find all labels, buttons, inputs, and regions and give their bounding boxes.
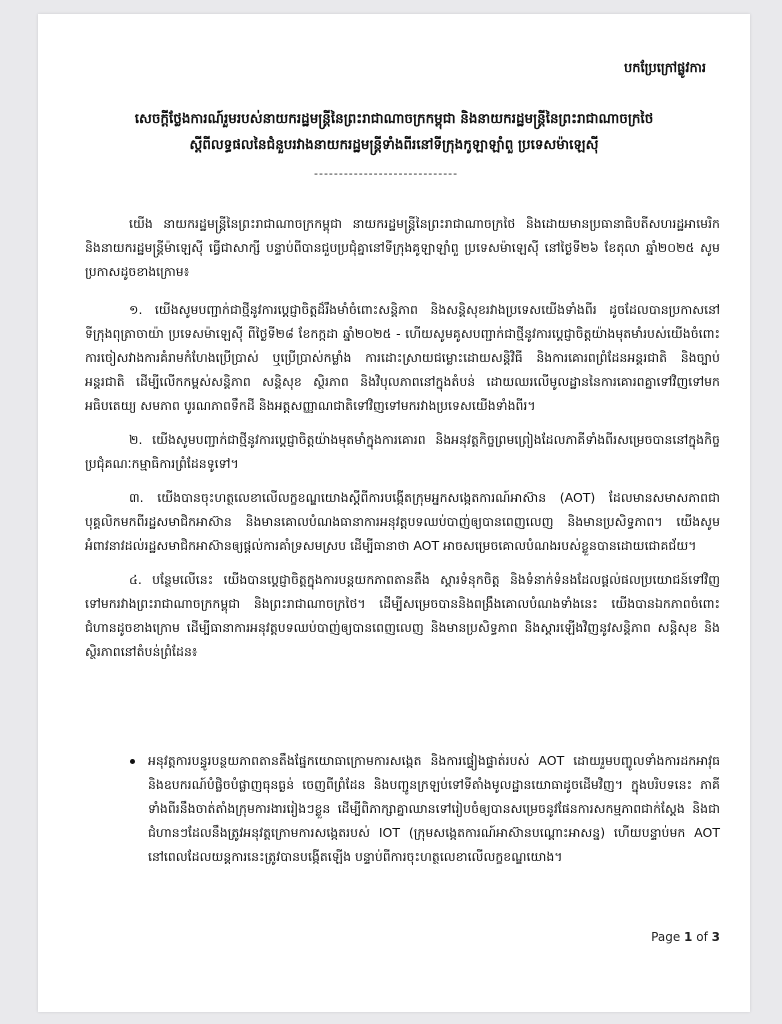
paragraph-4: ៤. បន្ថែមលើនេះ យើងបានប្ដេជ្ញាចិត្តក្នុងការបន្តយកភាពតានតឹង ស្ដារទំនុកចិត្ត និងទំនាក់ទំនងដែលផ្ដល់ផលប្រយោជន៍ទៅវិញទៅមករវាងព្រះរាជាណាចក្រកម្ពុជា និងព្រះរាជាណាចក្រថៃ។ ដើម្បីសម្រេចបាននិងពង្រឹងគោលបំណងទាំងនេះ យើងបានឯកភាពចំពោះជំហានដូចខាងក្រោម ដើម្បីធានាការអនុវត្តបទឈប់បាញ់ឲ្យបានពេញលេញ និងមានប្រសិទ្ធភាព និងស្ដារឡើងវិញនូវសន្តិភាព សន្តិសុខ និងស្ថិរភាពនៅតំបន់ព្រំដែន៖ [85,572,720,659]
paragraph-3: ៣. យើងបានចុះហត្ថលេខាលើលក្ខខណ្ឌយោងស្ដីពីការបង្កើតក្រុមអ្នកសង្កេតការណ៍អាស៊ាន (AOT) ដែលមានសមាសភាពជាបុគ្គលិកមកពីរដ្ឋសមាជិកអាស៊ាន និងមានគោលបំណងធានាការអនុវត្តបទឈប់បាញ់ឲ្យបានពេញលេញ និងមានប្រសិទ្ធភាព។ យើងសូមអំពាវនាវដល់រដ្ឋសមាជិកអាស៊ានឲ្យផ្ដល់ការគាំទ្រសមស្រប ដើម្បីធានាថា AOT អាចសម្រេចគោលបំណងរបស់ខ្លួនបានដោយជោគជ័យ។ [85,490,720,553]
intro-paragraph: យើង នាយករដ្ឋមន្ត្រីនៃព្រះរាជាណាចក្រកម្ពុជា នាយករដ្ឋមន្ត្រីនៃព្រះរាជាណាចក្រថៃ និងដោយមានប្រធានាធិបតីសហរដ្ឋអាមេរិក និងនាយករដ្ឋមន្ត្រីម៉ាឡេស៊ី ធ្វើជាសាក្សី បន្ទាប់ពីបានជួបប្រជុំគ្នានៅទីក្រុងគូឡាឡាំពួ ប្រទេសម៉ាឡេស៊ី នៅថ្ងៃទី២៦ ខែតុលា ឆ្នាំ២០២៥ សូមប្រកាសដូចខាងក្រោម៖ [85,216,720,279]
title-divider: ----------------------------- [314,167,459,180]
page-number [651,930,720,944]
title-line-1: សេចក្ដីថ្លែងការណ៍រួមរបស់នាយករដ្ឋមន្ត្រីនៃព្រះរាជាណាចក្រកម្ពុជា និងនាយករដ្ឋមន្ត្រីនៃព្រះរាជាណាចក្រថៃ [134,111,654,127]
paragraph-1: ១. យើងសូមបញ្ជាក់ជាថ្មីនូវការប្ដេជ្ញាចិត្តដ៏រឹងមាំចំពោះសន្តិភាព និងសន្តិសុខរវាងប្រទេសយើងទាំងពីរ ដូចដែលបានប្រកាសនៅទីក្រុងពុត្រាចាយ៉ា ប្រទេសម៉ាឡេស៊ី ពីថ្ងៃទី២៨ ខែកក្កដា ឆ្នាំ២០២៥ - ហើយសូមគូសបញ្ជាក់ជាថ្មីនូវការប្ដេជ្ញាចិត្តយ៉ាងមុតមាំរបស់យើងចំពោះការចៀសវាងការគំរាមកំហែងប្រើប្រាស់ ឬប្រើប្រាស់កម្លាំង ការដោះស្រាយជម្លោះដោយសន្តិវិធី និងការគោរពព្រំដែនអន្តរជាតិ និងច្បាប់អន្តរជាតិ ដើម្បីលើកកម្ពស់សន្តិភាព សន្តិសុខ ស្ថិរភាព និងវិបុលភាពនៅក្នុងតំបន់ ដោយឈរលើមូលដ្ឋាននៃការគោរពគ្នាទៅវិញទៅមក អធិបតេយ្យ សមភាព បូរណភាពទឹកដី និងអត្តសញ្ញាណជាតិទៅវិញទៅមករវាងប្រទេសយើងទាំងពីរ។ [85,302,720,413]
page-current: 1 [684,930,693,944]
document-title [78,106,710,158]
title-line-2: ស្ដីពីលទ្ធផលនៃជំនួបរវាងនាយករដ្ឋមន្ត្រីទាំងពីរនៅទីក្រុងកូឡាឡាំពួ ប្រទេសម៉ាឡេស៊ី [189,137,599,153]
page-prefix: Page [651,930,681,944]
unofficial-translation-label: បកប្រែក្រៅផ្លូវការ [623,61,706,76]
bullet-item [130,749,720,869]
document-body [85,212,720,674]
bullet-list [130,749,720,869]
bullet-icon [130,759,135,764]
page-total: 3 [711,930,720,944]
document-page [38,14,750,1012]
page-of: of [696,930,708,944]
bullet-text: អនុវត្តការបន្ធូរបន្ថយភាពតានតឹងផ្នែកយោធាក្រោមការសង្កេត និងការផ្ទៀងផ្ទាត់របស់ AOT ដោយរួមបញ្ចូលទាំងការដកអាវុធ និងឧបករណ៍បំផ្លិចបំផ្លាញធុនធ្ងន់ ចេញពីព្រំដែន និងបញ្ជូនក្រឡប់ទៅទីតាំងមូលដ្ឋានយោធាដូចដើមវិញ។ ក្នុងបរិបទនេះ ភាគីទាំងពីរនឹងចាត់តាំងក្រុមការងាររៀងៗខ្លួន ដើម្បីពិភាក្សាគ្នាឈានទៅរៀបចំឲ្យបានសម្រេចនូវផែនការសកម្មភាពជាក់ស្ដែង និងជាជំហានៗដែលនឹងត្រូវអនុវត្តក្រោមការសង្កេតរបស់ IOT (ក្រុមសង្កេតការណ៍អាស៊ានបណ្ដោះអាសន្ន) ហើយបន្ទាប់មក AOT នៅពេលដែលយន្តការនេះត្រូវបានបង្កើតឡើង បន្ទាប់ពីការចុះហត្ថលេខាលើលក្ខខណ្ឌយោង។ [148,753,720,864]
paragraph-2: ២. យើងសូមបញ្ជាក់ជាថ្មីនូវការប្ដេជ្ញាចិត្តយ៉ាងមុតមាំក្នុងការគោរព និងអនុវត្តកិច្ចព្រមព្រៀងដែលភាគីទាំងពីរសម្រេចបាននៅក្នុងកិច្ចប្រជុំគណៈកម្មាធិការព្រំដែនទូទៅ។ [85,432,720,471]
